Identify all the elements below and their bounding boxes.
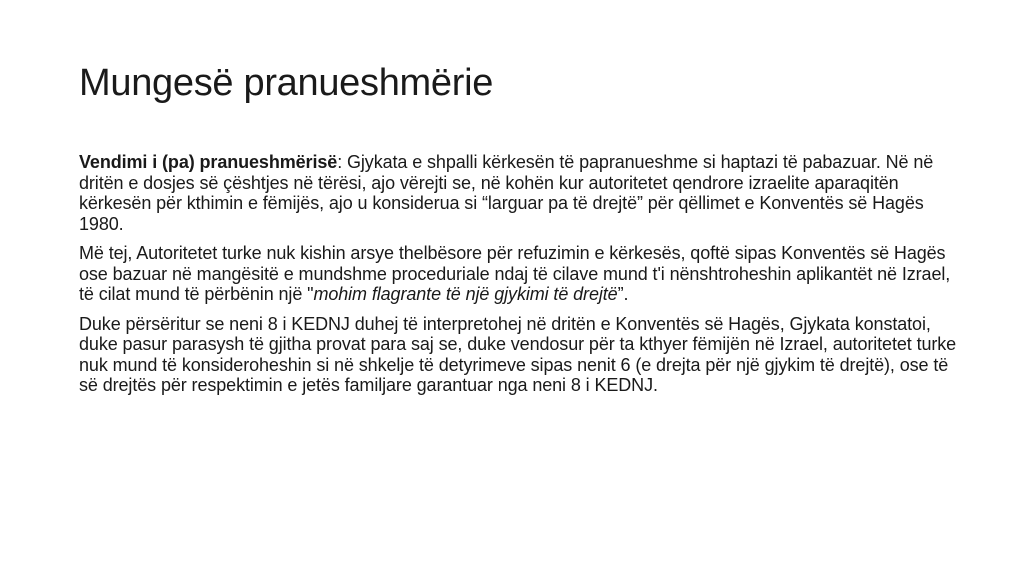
paragraph-admissibility-decision xyxy=(79,152,959,234)
slide-title: Mungesë pranueshmërie xyxy=(79,62,494,104)
paragraph-text: Duke përsëritur se neni 8 i KEDNJ duhej të interpretohej në dritën e Konventës së Hagës, Gjykata konstatoi, duke pasur parasysh të gjitha provat para saj se, duke vendosur për ta kthyer fëmijën në Izrael, autoritetet turke nuk mund të konsideroheshin si në shkelje të detyrimeve sipas nenit 6 (e drejta për një gjykim të drejtë), ose të së drejtës për respektimin e jetës familjare garantuar nga neni 8 i KEDNJ. xyxy=(79,313,957,395)
paragraph-text: : Gjykata e shpalli kërkesën të papranueshme si haptazi të pabazuar. Në në dritën e dosjes së çështjes në tërësi, ajo vërejti se, në kohën kur autoritetet qendrore izraelite aparaqitën kërkesën për kthimin e fëmijës, ajo u konsiderua si “larguar pa të drejtë” për qëllimet e Konventës së Hagës 1980. xyxy=(79,152,934,234)
paragraph-turkish-authorities xyxy=(79,243,959,305)
paragraph-article-8-conclusion xyxy=(79,314,959,396)
paragraph-italic-quote: mohim flagrante të një gjykimi të drejtë xyxy=(313,284,618,304)
paragraph-lead-bold: Vendimi i (pa) pranueshmërisë xyxy=(79,152,338,172)
paragraph-tail: ”. xyxy=(617,284,629,304)
paragraph-text: Më tej, Autoritetet turke nuk kishin arsye thelbësore për refuzimin e kërkesës, qoftë sipas Konventës së Hagës ose bazuar në mangësitë e mundshme proceduriale ndaj të cilave mund t'i nënshtroheshin aplikantët në Izrael, të cilat mund të përbënin një " xyxy=(79,243,951,304)
slide-body xyxy=(79,152,959,405)
